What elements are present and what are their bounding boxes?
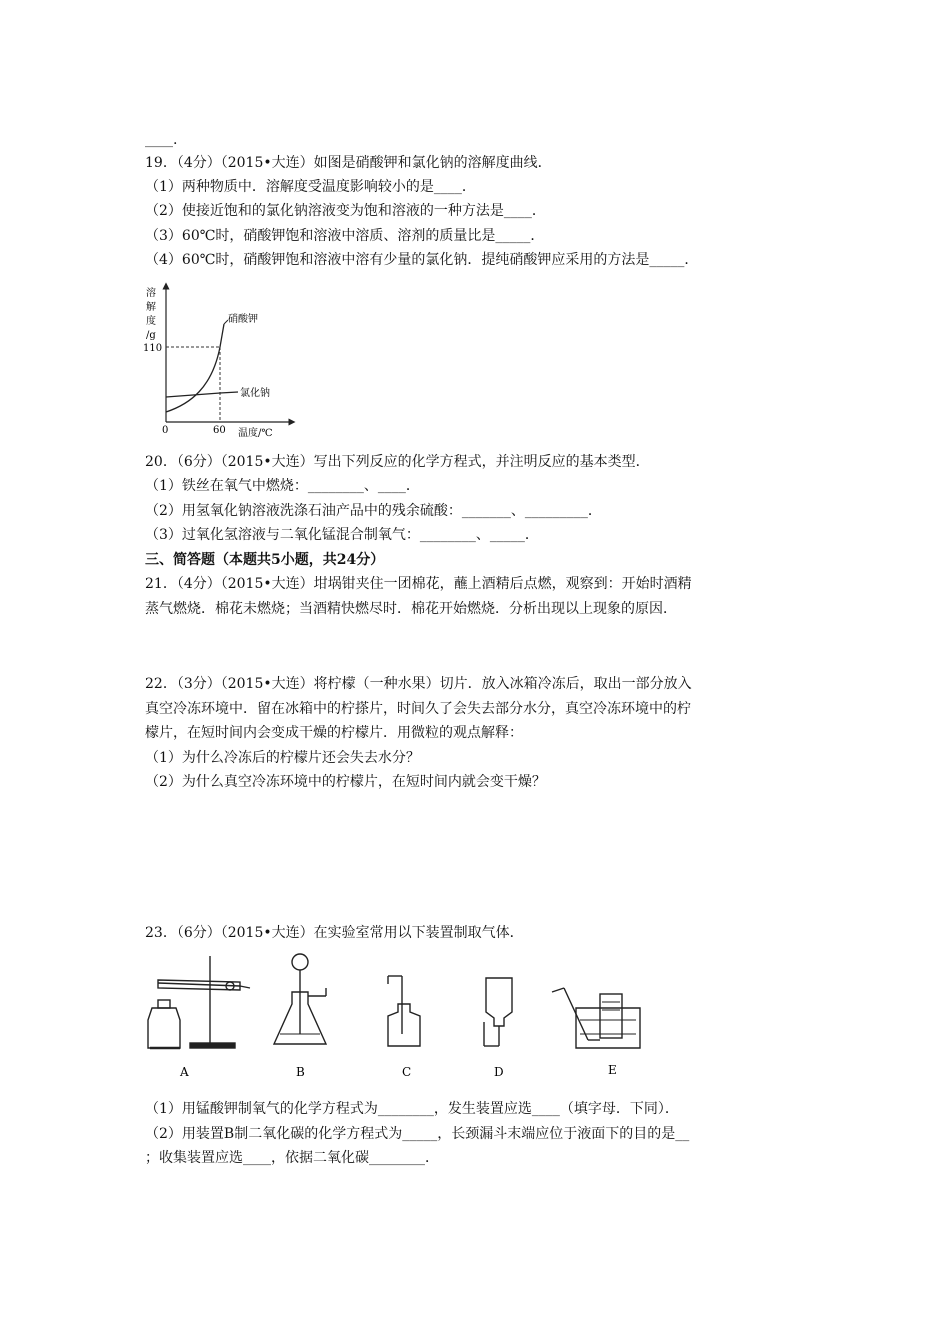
- q22-item-1: （1）为什么冷冻后的柠檬片还会失去水分？: [145, 750, 420, 766]
- q20-stem: 20．（6分）（2015•大连）写出下列反应的化学方程式，并注明反应的基本类型．: [145, 454, 650, 470]
- q22-item-2: （2）为什么真空冷冻环境中的柠檬片，在短时间内就会变干燥？: [145, 774, 546, 790]
- y-tick-110: 110: [143, 343, 163, 354]
- x-origin: 0: [162, 425, 169, 436]
- solubility-chart: [140, 280, 300, 440]
- fragment-line: ____.: [145, 132, 178, 148]
- y-unit: /g: [146, 330, 156, 341]
- q19-stem: 19．（4分）（2015•大连）如图是硝酸钾和氯化钠的溶解度曲线．: [145, 155, 552, 171]
- apparatus-c: [388, 976, 420, 1046]
- section-3-heading: 三、简答题（本题共5小题，共24分）: [145, 552, 385, 568]
- q23-item-1: （1）用锰酸钾制氧气的化学方程式为________，发生装置应选____（填字母．下同）．: [145, 1101, 679, 1117]
- x-label: 温度/℃: [238, 428, 273, 439]
- label-a: A: [180, 1065, 189, 1079]
- q20-item-2: （2）用氢氧化钠溶液洗涤石油产品中的残余硫酸：_______、_________．: [145, 503, 602, 519]
- q21-line-2: 蒸气燃烧．棉花未燃烧；当酒精快燃尽时．棉花开始燃烧．分析出现以上现象的原因．: [145, 601, 677, 617]
- q22-line-1: 22．（3分）（2015•大连）将柠檬（一种水果）切片．放入冰箱冷冻后，取出一部分放入: [145, 676, 692, 692]
- q20-item-1: （1）铁丝在氧气中燃烧：________、____．: [145, 478, 420, 494]
- q20-item-3: （3）过氧化氢溶液与二氧化锰混合制氧气：________、_____．: [145, 527, 539, 543]
- x-tick-60: 60: [213, 425, 226, 436]
- y-label-1: 溶: [146, 288, 156, 299]
- q22-line-3: 檬片，在短时间内会变成干燥的柠檬片．用微粒的观点解释：: [145, 725, 523, 741]
- nacl-label: 氯化钠: [240, 388, 270, 399]
- lab-apparatus-figure: [140, 948, 650, 1088]
- y-label-3: 度: [146, 316, 156, 327]
- q22-line-2: 真空冷冻环境中．留在冰箱中的柠搽片，时间久了会失去部分水分，真空冷冻环境中的柠: [145, 701, 691, 717]
- q23-item-3: ；收集装置应选____，依据二氧化碳________．: [145, 1150, 439, 1166]
- label-c: C: [402, 1065, 412, 1079]
- q19-item-3: （3）60℃时，硝酸钾饱和溶液中溶质、溶剂的质量比是_____．: [145, 228, 545, 244]
- q19-item-2: （2）使接近饱和的氯化钠溶液变为饱和溶液的一种方法是____．: [145, 203, 546, 219]
- q19-item-1: （1）两种物质中．溶解度受温度影响较小的是____．: [145, 179, 476, 195]
- q19-item-4: （4）60℃时，硝酸钾饱和溶液中溶有少量的氯化钠．提纯硝酸钾应采用的方法是_____．: [145, 252, 699, 268]
- apparatus-d: [484, 978, 512, 1046]
- q23-item-2: （2）用装置B制二氧化碳的化学方程式为_____，长颈漏斗末端应位于液面下的目的是__: [145, 1126, 690, 1142]
- nacl-curve: [166, 392, 238, 397]
- label-b: B: [296, 1065, 305, 1079]
- label-d: D: [494, 1065, 504, 1079]
- q21-line-1: 21．（4分）（2015•大连）坩埚钳夹住一团棉花，蘸上酒精后点燃，观察到：开始时酒精: [145, 576, 692, 592]
- q23-stem: 23．（6分）（2015•大连）在实验室常用以下装置制取气体．: [145, 925, 524, 941]
- apparatus-b: [274, 954, 326, 1044]
- apparatus-a: [148, 956, 250, 1048]
- label-e: E: [608, 1063, 617, 1077]
- apparatus-e: [552, 988, 640, 1048]
- kno3-curve: [166, 324, 224, 412]
- kno3-label: 硝酸钾: [228, 314, 258, 325]
- y-label-2: 解: [146, 302, 156, 313]
